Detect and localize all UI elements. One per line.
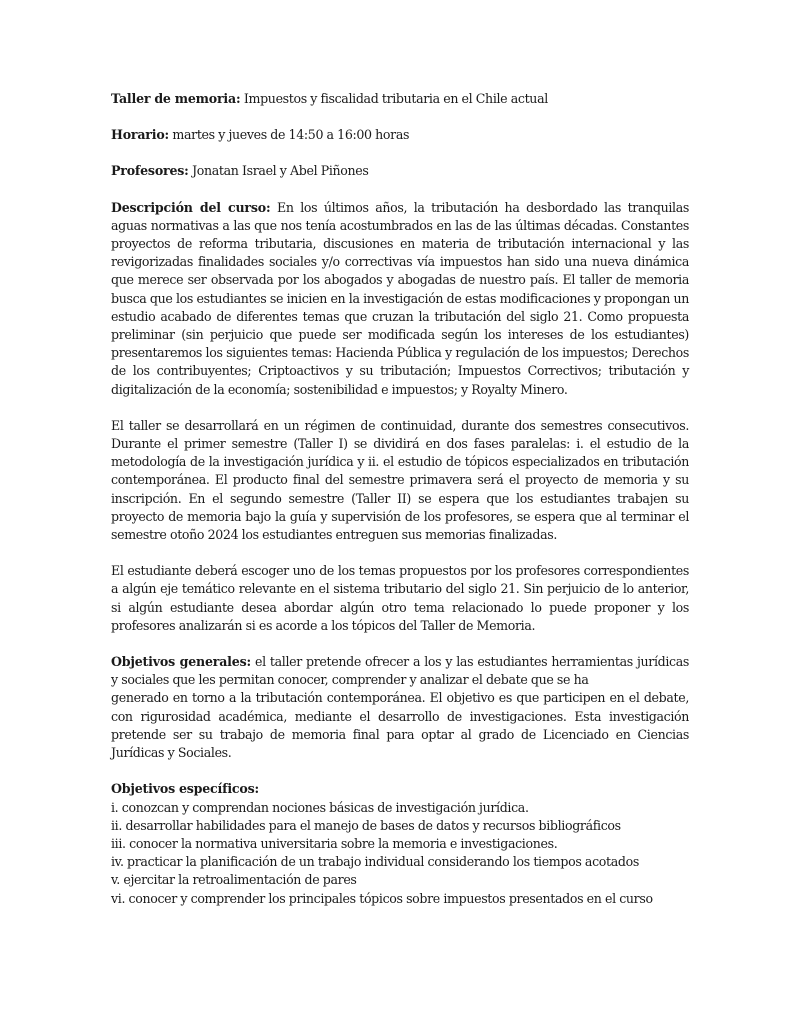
horario-line bbox=[111, 126, 689, 144]
objetivos-especificos-label: Objetivos específicos: bbox=[111, 781, 259, 797]
taller-paragraph: El taller se desarrollará en un régimen de continuidad, durante dos semestres consecutivos. Durante el primer semestre (Taller I) se dividirá en dos fases paralelas: i. el estudio de la metodología de la investigación jurídica y ii. el estudio de tópicos especializados en tributación contemporánea. El producto final del semestre primavera será el proyecto de memoria y su inscripción. En el segundo semestre (Taller II) se espera que los estudiantes trabajen su proyecto de memoria bajo la guía y supervisión de los profesores, se espera que al terminar el semestre otoño 2024 los estudiantes entreguen sus memorias finalizadas. bbox=[111, 417, 689, 543]
objetivos-generales-text-1: el taller pretende ofrecer a los y las estudiantes herramientas jurídicas y sociales que les permitan conocer, comprender y analizar el debate que se ha bbox=[111, 654, 689, 688]
list-item: i. conozcan y comprendan nociones básicas de investigación jurídica. bbox=[111, 799, 529, 815]
list-item: iii. conocer la normativa universitaria sobre la memoria e investigaciones. bbox=[111, 835, 558, 851]
descripcion-text: En los últimos años, la tributación ha desbordado las tranquilas aguas normativas a las que nos tenía acostumbrados en las de las últimas décadas. Constantes proyectos de reforma tributaria, discusiones en materia de tributación internacional y las revigorizadas finalidades sociales y/o correctivas vía impuestos han sido una nueva dinámica que merece ser observada por los abogados y abogadas de nuestro país. El taller de memoria busca que los estudiantes se inicien en la investigación de estas modificaciones y propongan un estudio acabado de diferentes temas que cruzan la tributación del siglo 21. Como propuesta preliminar (sin perjuicio que puede ser modificada según los intereses de los estudiantes) presentaremos los siguientes temas: Hacienda Pública y regulación de los impuestos; Derechos de los contribuyentes; Criptoactivos y su tributación; Impuestos Correctivos; tributación y digitalización de la economía; sostenibilidad e impuestos; y Royalty Minero. bbox=[111, 199, 689, 397]
list-item: vi. conocer y comprender los principales tópicos sobre impuestos presentados en el curso bbox=[111, 890, 653, 906]
list-item: iv. practicar la planificación de un trabajo individual considerando los tiempos acotados bbox=[111, 854, 639, 870]
document-page bbox=[111, 90, 689, 926]
descripcion-paragraph bbox=[111, 199, 689, 399]
objetivos-generales-text-2: generado en torno a la tributación contemporánea. El objetivo es que participen en el debate, con rigurosidad académica, mediante el desarrollo de investigaciones. Esta investigación pretende ser su trabajo de memoria final para optar al grado de Licenciado en Ciencias Jurídicas y Sociales. bbox=[111, 690, 689, 761]
list-item: ii. desarrollar habilidades para el manejo de bases de datos y recursos bibliográficos bbox=[111, 817, 621, 833]
objetivos-generales-label: Objetivos generales: bbox=[111, 654, 251, 670]
profesores-label: Profesores: bbox=[111, 163, 189, 179]
objetivos-generales-paragraph bbox=[111, 653, 689, 762]
objetivos-especificos-section bbox=[111, 780, 689, 907]
horario-text: martes y jueves de 14:50 a 16:00 horas bbox=[168, 127, 410, 143]
taller-label: Taller de memoria: bbox=[111, 91, 241, 106]
estudiante-paragraph: El estudiante deberá escoger uno de los temas propuestos por los profesores correspondientes a algún eje temático relevante en el sistema tributario del siglo 21. Sin perjuicio de lo anterior, si algún estudiante desea abordar algún otro tema relacionado lo puede proponer y los profesores analizarán si es acorde a los tópicos del Taller de Memoria. bbox=[111, 563, 689, 633]
taller-text: Impuestos y fiscalidad tributaria en el Chile actual bbox=[240, 91, 548, 106]
horario-label: Horario: bbox=[111, 127, 169, 143]
descripcion-label: Descripción del curso: bbox=[111, 199, 271, 215]
profesores-line bbox=[111, 162, 689, 180]
list-item: v. ejercitar la retroalimentación de pares bbox=[111, 872, 357, 888]
taller-line bbox=[111, 90, 689, 108]
profesores-text: Jonatan Israel y Abel Piñones bbox=[188, 163, 369, 179]
